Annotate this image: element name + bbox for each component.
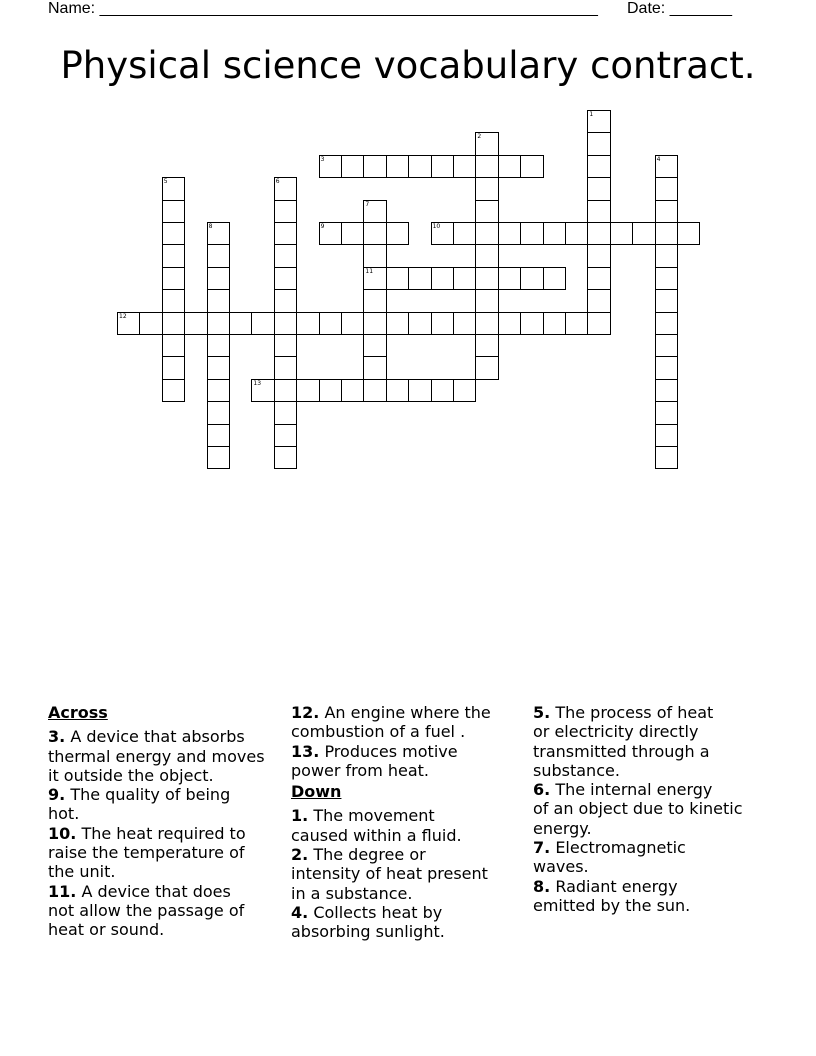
clue-number: 11.: [48, 881, 77, 901]
name-field[interactable]: Name: ________________________________________________________: [48, 0, 598, 17]
clue-item: [48, 882, 284, 940]
crossword-cell[interactable]: [162, 356, 185, 379]
crossword-cell[interactable]: [655, 401, 678, 424]
crossword-cell[interactable]: [408, 312, 431, 335]
crossword-cell[interactable]: [655, 177, 678, 200]
crossword-cell[interactable]: [363, 334, 386, 357]
crossword-cell[interactable]: [431, 222, 454, 245]
crossword-cell[interactable]: [296, 379, 319, 402]
clue-number: 13.: [291, 741, 320, 761]
crossword-cell[interactable]: [341, 155, 364, 178]
crossword-cell[interactable]: [498, 267, 521, 290]
crossword-cell[interactable]: [475, 177, 498, 200]
clue-number-label: 3: [320, 155, 325, 163]
clue-text-line: [48, 804, 284, 823]
down-heading: Down: [291, 782, 342, 802]
clue-text: A device that does: [81, 881, 231, 901]
crossword-cell[interactable]: [587, 289, 610, 312]
crossword-cell[interactable]: [431, 267, 454, 290]
crossword-cell[interactable]: [363, 155, 386, 178]
clue-text: substance.: [533, 760, 620, 780]
clue-text: heat or sound.: [48, 920, 165, 940]
crossword-cell[interactable]: [162, 200, 185, 223]
crossword-cell[interactable]: [207, 424, 230, 447]
crossword-cell[interactable]: [363, 289, 386, 312]
crossword-cell[interactable]: [587, 155, 610, 178]
clue-column-1: [48, 703, 284, 940]
crossword-cell[interactable]: [431, 379, 454, 402]
crossword-cell[interactable]: [431, 312, 454, 335]
clue-text: hot.: [48, 804, 80, 824]
crossword-cell[interactable]: [475, 222, 498, 245]
clue-number-label: 2: [477, 133, 482, 141]
clue-text-line: [48, 727, 284, 746]
crossword-cell[interactable]: [363, 244, 386, 267]
crossword-cell[interactable]: [363, 222, 386, 245]
crossword-cell[interactable]: [587, 177, 610, 200]
crossword-cell[interactable]: [162, 312, 185, 335]
crossword-cell[interactable]: [498, 312, 521, 335]
crossword-cell[interactable]: [274, 401, 297, 424]
clue-text: The degree or: [313, 845, 426, 865]
crossword-cell[interactable]: [207, 446, 230, 469]
clue-text: transmitted through a: [533, 741, 710, 761]
crossword-cell[interactable]: [655, 289, 678, 312]
clue-text-line: [48, 882, 284, 901]
clue-text: A device that absorbs: [70, 727, 245, 747]
clue-text-line: [533, 703, 793, 722]
clue-item: [533, 703, 793, 780]
crossword-cell[interactable]: [475, 334, 498, 357]
crossword-cell[interactable]: [520, 222, 543, 245]
clue-text: Electromagnetic: [555, 838, 686, 858]
clue-text-line: [291, 742, 527, 761]
crossword-cell[interactable]: [655, 312, 678, 335]
clue-text: absorbing sunlight.: [291, 922, 445, 942]
clue-text: waves.: [533, 857, 589, 877]
crossword-cell[interactable]: [453, 155, 476, 178]
clue-number: 7.: [533, 838, 551, 858]
clue-text: Produces motive: [324, 741, 458, 761]
crossword-cell[interactable]: [520, 267, 543, 290]
crossword-cell[interactable]: [498, 155, 521, 178]
crossword-cell[interactable]: [274, 446, 297, 469]
clue-number-label: 1: [589, 111, 594, 118]
crossword-cell[interactable]: [363, 356, 386, 379]
across-heading: Across: [48, 703, 108, 722]
crossword-cell[interactable]: [655, 379, 678, 402]
crossword-cell[interactable]: [162, 289, 185, 312]
clue-text: caused within a fluid.: [291, 825, 462, 845]
clue-item: [291, 845, 527, 903]
crossword-cell[interactable]: [655, 200, 678, 223]
crossword-cell[interactable]: [162, 222, 185, 245]
clue-text-line: [533, 819, 793, 838]
clue-number-label: 7: [365, 200, 370, 208]
clue-item: [533, 838, 793, 877]
crossword-cell[interactable]: [319, 312, 342, 335]
crossword-cell[interactable]: [587, 312, 610, 335]
crossword-cell[interactable]: [655, 267, 678, 290]
crossword-cell[interactable]: [475, 244, 498, 267]
clue-text-line: [48, 862, 284, 881]
crossword-cell[interactable]: [184, 312, 207, 335]
clue-text-line: [48, 766, 284, 785]
clue-text: energy.: [533, 818, 592, 838]
clue-column-2: [291, 703, 527, 942]
clue-number-label: 9: [320, 223, 325, 230]
clue-text-line: [291, 903, 527, 922]
crossword-cell[interactable]: [207, 401, 230, 424]
clue-number-label: 6: [275, 178, 280, 186]
clue-item: [291, 742, 527, 781]
clue-text-line: [533, 799, 793, 818]
clue-text: Collects heat by: [313, 902, 443, 922]
crossword-cell[interactable]: [453, 222, 476, 245]
crossword-cell[interactable]: [610, 222, 633, 245]
crossword-cell[interactable]: [475, 356, 498, 379]
clue-number: 8.: [533, 876, 551, 896]
crossword-cell[interactable]: [274, 379, 297, 402]
clue-text: Radiant energy: [555, 876, 678, 896]
clue-item: [48, 785, 284, 824]
crossword-cell[interactable]: [207, 289, 230, 312]
crossword-cell[interactable]: [453, 379, 476, 402]
clue-number-label: 10: [432, 223, 441, 230]
crossword-cell[interactable]: [162, 244, 185, 267]
clue-text-line: [48, 785, 284, 804]
clue-number: 2.: [291, 845, 309, 865]
page-title: Physical science vocabulary contract.: [60, 44, 756, 87]
crossword-cell[interactable]: [207, 222, 230, 245]
clue-item: [291, 703, 527, 742]
crossword-cell[interactable]: [363, 267, 386, 290]
crossword-cell[interactable]: [274, 424, 297, 447]
clue-item: [291, 806, 527, 845]
crossword-cell[interactable]: [274, 334, 297, 357]
crossword-cell[interactable]: [408, 155, 431, 178]
crossword-cell[interactable]: [386, 222, 409, 245]
crossword-cell[interactable]: [363, 379, 386, 402]
clue-number: 1.: [291, 806, 309, 826]
crossword-cell[interactable]: [520, 155, 543, 178]
crossword-cell[interactable]: [431, 155, 454, 178]
crossword-cell[interactable]: [475, 132, 498, 155]
clue-column-3: [533, 703, 793, 915]
clue-text: combustion of a fuel .: [291, 722, 466, 742]
clue-text-line: [291, 703, 527, 722]
crossword-cell[interactable]: [319, 379, 342, 402]
crossword-cell[interactable]: [655, 155, 678, 178]
crossword-cell[interactable]: [587, 200, 610, 223]
clue-text: The quality of being: [70, 785, 231, 805]
clue-text-line: [533, 838, 793, 857]
crossword-cell[interactable]: [587, 267, 610, 290]
crossword-cell[interactable]: [386, 379, 409, 402]
crossword-cell[interactable]: [274, 177, 297, 200]
clue-item: [291, 903, 527, 942]
clue-number-label: 11: [365, 267, 374, 275]
crossword-cell[interactable]: [162, 334, 185, 357]
crossword-cell[interactable]: [162, 177, 185, 200]
clue-number-label: 4: [656, 155, 661, 163]
crossword-cell[interactable]: [475, 312, 498, 335]
crossword-cell[interactable]: [543, 267, 566, 290]
clue-number-label: 8: [208, 223, 213, 230]
clue-number-label: 5: [163, 178, 168, 186]
crossword-cell[interactable]: [207, 244, 230, 267]
crossword-cell[interactable]: [655, 424, 678, 447]
clue-text-line: [291, 864, 527, 883]
clue-text: The heat required to: [81, 823, 246, 843]
clue-number: 5.: [533, 703, 551, 722]
crossword-cell[interactable]: [341, 222, 364, 245]
clue-item: [533, 877, 793, 916]
crossword-cell[interactable]: [229, 312, 252, 335]
crossword-cell[interactable]: [565, 312, 588, 335]
clue-text: The internal energy: [555, 780, 713, 800]
crossword-cell[interactable]: [520, 312, 543, 335]
crossword-cell[interactable]: [319, 222, 342, 245]
clue-text: intensity of heat present: [291, 864, 488, 884]
clue-text: the unit.: [48, 862, 116, 882]
clue-text-line: [48, 747, 284, 766]
crossword-cell[interactable]: [543, 222, 566, 245]
clue-text: An engine where the: [324, 703, 491, 722]
crossword-cell[interactable]: [475, 289, 498, 312]
clue-text: raise the temperature of: [48, 843, 245, 863]
crossword-cell[interactable]: [655, 356, 678, 379]
crossword-cell[interactable]: [341, 312, 364, 335]
clue-number: 10.: [48, 823, 77, 843]
crossword-cell[interactable]: [408, 379, 431, 402]
clue-text-line: [533, 857, 793, 876]
crossword-cell[interactable]: [587, 110, 610, 133]
crossword-cell[interactable]: [207, 334, 230, 357]
crossword-cell[interactable]: [117, 312, 140, 335]
crossword-cell[interactable]: [251, 312, 274, 335]
clue-text: The process of heat: [555, 703, 714, 722]
clue-text-line: [533, 877, 793, 896]
crossword-cell[interactable]: [655, 244, 678, 267]
clue-text: emitted by the sun.: [533, 895, 691, 915]
crossword-cell[interactable]: [475, 267, 498, 290]
clue-number: 9.: [48, 785, 66, 805]
crossword-cell[interactable]: [274, 200, 297, 223]
clue-number-label: 12: [119, 312, 127, 320]
clue-text: in a substance.: [291, 883, 413, 903]
clue-text: of an object due to kinetic: [533, 799, 743, 819]
crossword-cell[interactable]: [162, 379, 185, 402]
crossword-cell[interactable]: [296, 312, 319, 335]
clue-item: [533, 780, 793, 838]
clue-number: 6.: [533, 780, 551, 800]
clue-text-line: [533, 780, 793, 799]
crossword-cell[interactable]: [386, 155, 409, 178]
clue-item: [48, 824, 284, 882]
crossword-cell[interactable]: [363, 312, 386, 335]
crossword-cell[interactable]: [655, 446, 678, 469]
crossword-cell[interactable]: [655, 334, 678, 357]
clue-text-line: [291, 884, 527, 903]
clue-text-line: [48, 901, 284, 920]
crossword-cell[interactable]: [274, 289, 297, 312]
crossword-cell[interactable]: [475, 200, 498, 223]
clue-item: [48, 727, 284, 785]
clue-text: thermal energy and moves: [48, 746, 265, 766]
crossword-cell[interactable]: [386, 312, 409, 335]
crossword-cell[interactable]: [363, 200, 386, 223]
crossword-cell[interactable]: [655, 222, 678, 245]
crossword-cell[interactable]: [274, 312, 297, 335]
crossword-cell[interactable]: [565, 222, 588, 245]
crossword-cell[interactable]: [319, 155, 342, 178]
crossword-cell[interactable]: [341, 379, 364, 402]
crossword-cell[interactable]: [543, 312, 566, 335]
clue-text-line: [533, 742, 793, 761]
clue-text-line: [48, 843, 284, 862]
clue-text-line: [291, 826, 527, 845]
clue-text-line: [291, 806, 527, 825]
clue-number: 12.: [291, 703, 320, 722]
crossword-cell[interactable]: [207, 379, 230, 402]
crossword-cell[interactable]: [274, 244, 297, 267]
clue-text-line: [48, 824, 284, 843]
crossword-cell[interactable]: [587, 222, 610, 245]
crossword-cell[interactable]: [207, 312, 230, 335]
crossword-cell[interactable]: [251, 379, 274, 402]
crossword-cell[interactable]: [587, 244, 610, 267]
crossword-cell[interactable]: [274, 356, 297, 379]
crossword-cell[interactable]: [274, 267, 297, 290]
clue-number-label: 13: [253, 379, 262, 387]
crossword-cell[interactable]: [274, 222, 297, 245]
crossword-cell[interactable]: [207, 356, 230, 379]
clue-text-line: [291, 922, 527, 941]
crossword-cell[interactable]: [162, 267, 185, 290]
crossword-cell[interactable]: [475, 155, 498, 178]
clue-text: it outside the object.: [48, 765, 214, 785]
crossword-cell[interactable]: [632, 222, 655, 245]
clue-number: 4.: [291, 902, 309, 922]
clue-text-line: [291, 722, 527, 741]
clue-text-line: [291, 845, 527, 864]
crossword-cell[interactable]: [207, 267, 230, 290]
clue-text-line: [533, 761, 793, 780]
clue-text: not allow the passage of: [48, 900, 245, 920]
clue-text-line: [291, 761, 527, 780]
clue-text-line: [48, 920, 284, 939]
crossword-cell[interactable]: [498, 222, 521, 245]
clue-number: 3.: [48, 727, 66, 747]
clue-text: or electricity directly: [533, 722, 699, 742]
crossword-cell[interactable]: [386, 267, 409, 290]
crossword-cell[interactable]: [587, 132, 610, 155]
crossword-cell[interactable]: [453, 267, 476, 290]
clue-text: power from heat.: [291, 760, 430, 780]
clue-text: The movement: [313, 806, 435, 826]
clue-text-line: [533, 896, 793, 915]
crossword-cell[interactable]: [453, 312, 476, 335]
clue-text-line: [533, 722, 793, 741]
crossword-cell[interactable]: [139, 312, 162, 335]
crossword-cell[interactable]: [408, 267, 431, 290]
date-field[interactable]: Date: _______: [627, 0, 732, 17]
crossword-cell[interactable]: [677, 222, 700, 245]
